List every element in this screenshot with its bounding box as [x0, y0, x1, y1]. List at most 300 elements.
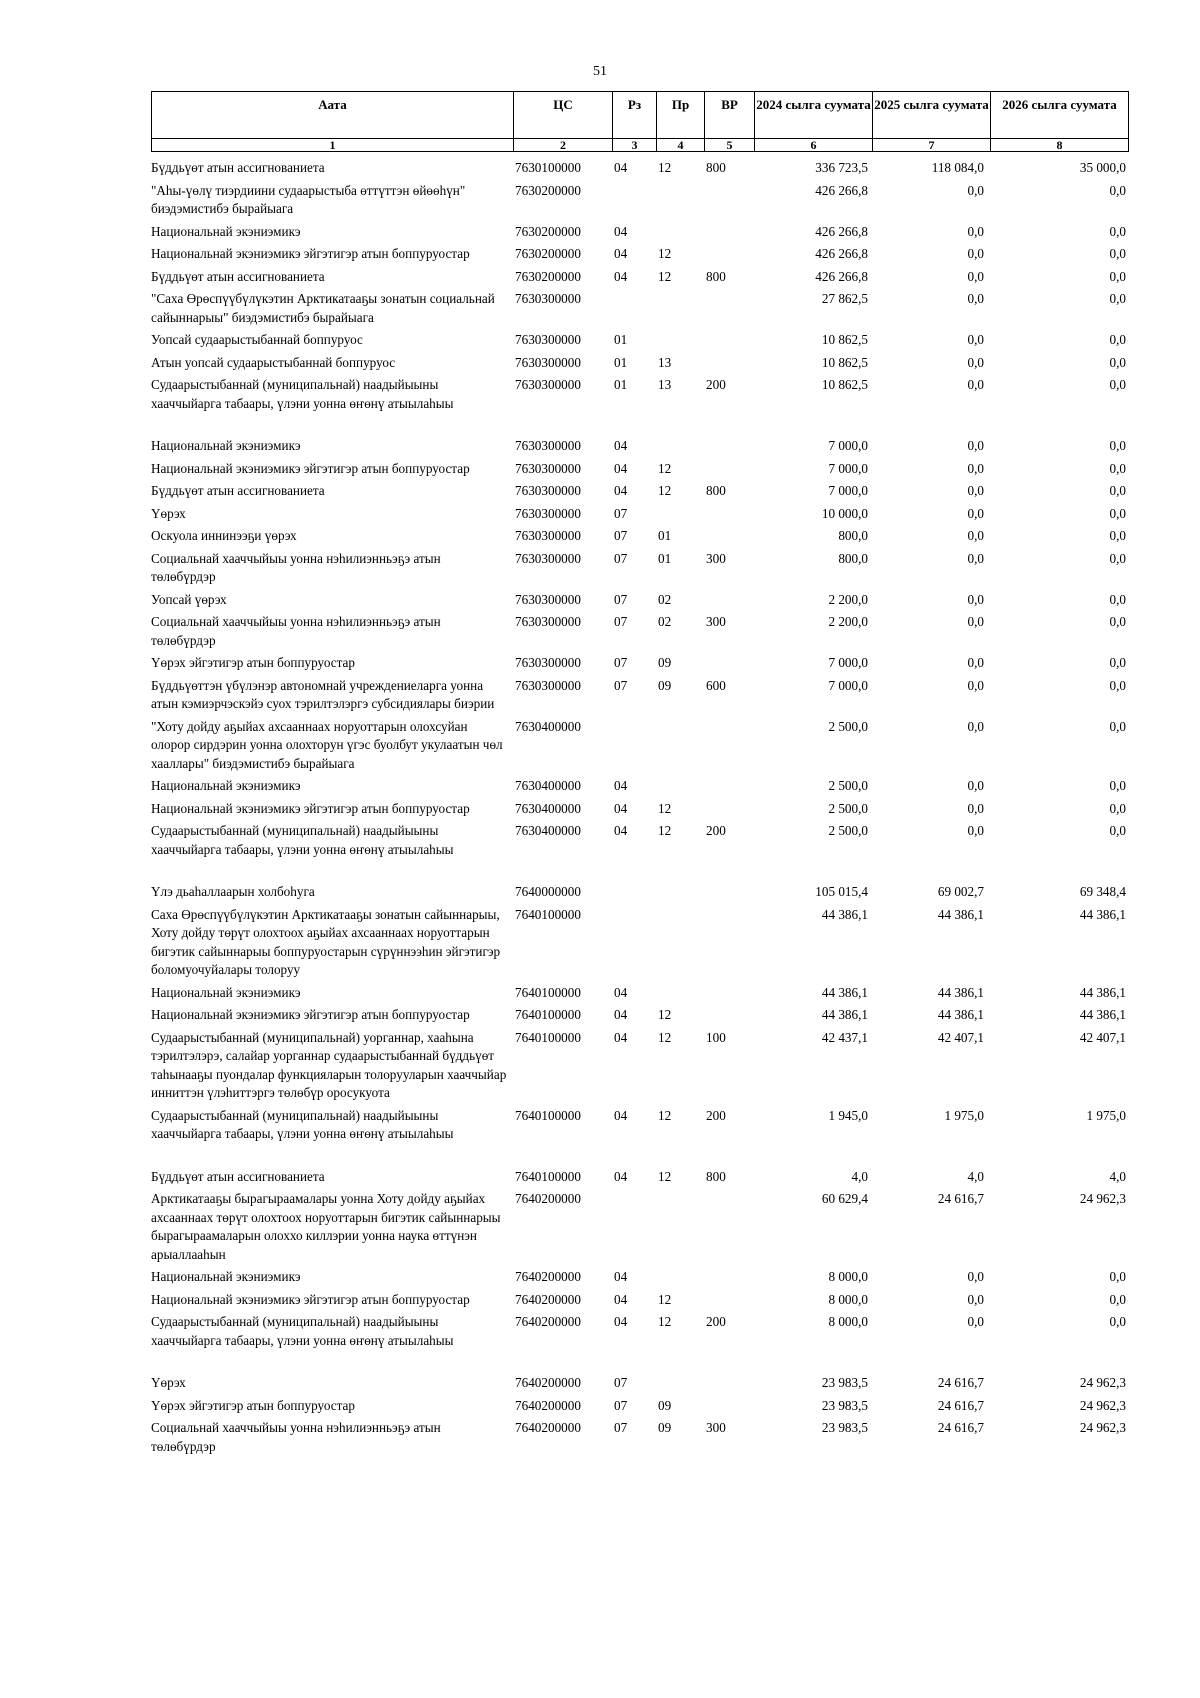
row-rz: 04 [614, 460, 628, 476]
row-2025: 0,0 [967, 718, 984, 734]
row-cs: 7630300000 [515, 332, 581, 347]
row-pr: 12 [658, 483, 672, 498]
table-row [151, 1107, 1128, 1168]
row-pr [656, 437, 704, 460]
row-name: Национальнай экэниэмикэ [151, 1269, 301, 1284]
row-vr: 200 [706, 1314, 726, 1329]
row-vr [704, 654, 754, 677]
row-2024: 27 862,5 [821, 291, 868, 306]
row-vr: 800 [706, 1168, 726, 1184]
row-name: Бүддьүөт атын ассигнованиета [151, 483, 325, 498]
row-2024: 10 862,5 [821, 332, 868, 347]
column-number-5: 5 [705, 139, 755, 152]
table-row [151, 268, 1128, 291]
table-row [151, 527, 1128, 550]
row-pr: 12 [658, 1168, 672, 1184]
row-2025: 0,0 [967, 460, 984, 476]
row-vr [704, 777, 754, 800]
row-cs: 7640200000 [515, 1375, 581, 1390]
row-name: Судаарыстыбаннай (муниципальнай) наадыйыыны хааччыйарга табаары, үлэни уонна өҥөнү атыылаһыы [151, 823, 454, 857]
row-cs: 7630400000 [515, 718, 581, 734]
table-row [151, 677, 1128, 718]
row-2025: 0,0 [967, 1314, 984, 1329]
row-cs: 7630300000 [515, 354, 581, 370]
row-2024: 44 386,1 [821, 984, 868, 1000]
row-pr: 12 [658, 1007, 672, 1022]
row-2024: 426 266,8 [815, 223, 868, 239]
row-vr [704, 245, 754, 268]
row-2026: 0,0 [1109, 655, 1126, 670]
row-rz: 04 [614, 483, 628, 498]
row-2026: 24 962,3 [1079, 1191, 1126, 1206]
row-name: Бүддьүөт атын ассигнованиета [151, 160, 325, 175]
row-2025: 0,0 [967, 614, 984, 629]
row-name: Национальнай экэниэмикэ [151, 438, 301, 453]
table-row [151, 354, 1128, 377]
row-rz: 07 [614, 1420, 628, 1435]
row-2026: 24 962,3 [1079, 1375, 1126, 1390]
row-2024: 7 000,0 [828, 460, 868, 476]
row-cs: 7630300000 [515, 460, 581, 476]
column-header-vr: ВР [705, 92, 755, 139]
row-vr: 300 [706, 614, 726, 629]
row-2024: 105 015,4 [815, 884, 868, 899]
row-rz: 04 [614, 1029, 628, 1045]
row-pr: 12 [658, 268, 672, 284]
table-row [151, 1397, 1128, 1420]
row-2025: 0,0 [967, 505, 984, 521]
row-2025: 0,0 [967, 377, 984, 392]
table-row [151, 245, 1128, 268]
row-2026: 0,0 [1109, 718, 1126, 734]
row-2025: 0,0 [967, 354, 984, 370]
row-2026: 0,0 [1109, 550, 1126, 566]
row-cs: 7640200000 [515, 1269, 581, 1284]
row-rz: 04 [614, 1007, 628, 1022]
row-rz: 07 [614, 614, 628, 629]
row-name: Үөрэх [151, 1375, 186, 1390]
row-pr [656, 223, 704, 246]
table-row [151, 822, 1128, 883]
row-name: Судаарыстыбаннай (муниципальнай) наадыйыыны хааччыйарга табаары, үлэни уонна өҥөнү атыылаһыы [151, 377, 454, 411]
row-cs: 7630300000 [515, 528, 581, 543]
row-name: "Аһы-үөлү тиэрдиини судаарыстыба өттүттэн өйөөһүн" биэдэмистибэ бырайыага [151, 182, 466, 216]
row-2024: 336 723,5 [815, 160, 868, 175]
row-rz: 04 [614, 984, 628, 1000]
row-2025: 0,0 [967, 483, 984, 498]
row-2026: 0,0 [1109, 483, 1126, 498]
row-2025: 0,0 [967, 438, 984, 453]
row-name: Саха Өрөспүүбүлүкэтин Арктикатааҕы зонатын сайыннарыы, Хоту дойду төрүт олохтоох аҕыйах ахсааннаах норуоттарын бигэтик сайыннарыы боппуруостарын сүрүннээһин эйгэтигэр боломуочуйалары толоруу [151, 906, 501, 977]
table-row [151, 1190, 1128, 1268]
row-cs: 7640000000 [515, 884, 581, 899]
row-cs: 7630400000 [515, 800, 581, 816]
row-pr [656, 777, 704, 800]
row-2024: 4,0 [851, 1168, 868, 1184]
row-name: Социальнай хааччыйыы уонна нэһилиэнньэҕэ атын төлөбүрдэр [151, 614, 441, 648]
row-2026: 0,0 [1109, 505, 1126, 521]
row-2024: 7 000,0 [828, 677, 868, 693]
row-rz: 07 [614, 655, 628, 670]
row-vr [704, 223, 754, 246]
column-header-cs: ЦС [514, 92, 613, 139]
table-row [151, 613, 1128, 654]
row-pr [656, 906, 704, 984]
row-vr [704, 800, 754, 823]
row-2024: 426 266,8 [815, 246, 868, 261]
page-number: 51 [593, 64, 607, 79]
row-vr [704, 1268, 754, 1291]
table-row [151, 1374, 1128, 1397]
row-rz: 04 [614, 160, 628, 175]
row-2025: 24 616,7 [937, 1420, 984, 1435]
row-2026: 0,0 [1109, 1314, 1126, 1329]
row-2024: 8 000,0 [828, 1269, 868, 1284]
row-2024: 2 500,0 [828, 823, 868, 838]
table-row [151, 883, 1128, 906]
row-name: Уопсай үөрэх [151, 591, 227, 607]
row-vr: 300 [706, 550, 726, 566]
row-name: Бүддьүөттэн үбүлэнэр автономнай учреждениеларга уонна атын кэмиэрчэскэйэ суох тэрилтэлэргэ субсидиялары биэрии [151, 677, 495, 711]
row-2025: 0,0 [967, 332, 984, 347]
row-cs: 7640100000 [515, 1107, 581, 1123]
row-2026: 1 975,0 [1086, 1107, 1126, 1123]
row-2026: 35 000,0 [1079, 160, 1126, 175]
row-2025: 118 084,0 [931, 160, 984, 175]
row-cs: 7630300000 [515, 377, 581, 392]
row-name: "Саха Өрөспүүбүлүкэтин Арктикатааҕы зонатын социальнай сайыннарыы" биэдэмистибэ бырайыага [151, 291, 495, 325]
table-row [151, 1419, 1128, 1460]
row-rz: 07 [614, 677, 628, 693]
row-name: Национальнай экэниэмикэ [151, 984, 301, 1000]
row-vr: 100 [706, 1029, 726, 1045]
row-vr [704, 505, 754, 528]
table-row [151, 460, 1128, 483]
row-pr: 12 [658, 246, 672, 261]
row-rz: 07 [614, 1397, 628, 1413]
table-row [151, 290, 1128, 331]
row-2024: 2 200,0 [828, 614, 868, 629]
row-pr: 12 [658, 823, 672, 838]
row-2026: 24 962,3 [1079, 1397, 1126, 1413]
row-pr [656, 505, 704, 528]
row-2025: 4,0 [967, 1168, 984, 1184]
row-name: Бүддьүөт атын ассигнованиета [151, 268, 325, 284]
row-2025: 24 616,7 [937, 1191, 984, 1206]
row-cs: 7640100000 [515, 1007, 581, 1022]
row-vr: 200 [706, 823, 726, 838]
row-vr [704, 1190, 754, 1268]
row-2026: 0,0 [1109, 800, 1126, 816]
row-rz: 04 [614, 223, 628, 239]
row-pr: 09 [658, 1397, 672, 1413]
row-rz: 04 [614, 438, 628, 453]
column-number-8: 8 [991, 139, 1129, 152]
row-2026: 44 386,1 [1079, 1007, 1126, 1022]
row-vr [704, 1374, 754, 1397]
row-rz: 01 [614, 354, 628, 370]
row-2025: 69 002,7 [937, 884, 984, 899]
row-name: Национальнай экэниэмикэ эйгэтигэр атын боппуруостар [151, 1007, 470, 1022]
table-row [151, 182, 1128, 223]
row-2026: 44 386,1 [1079, 984, 1126, 1000]
row-pr: 09 [658, 677, 672, 693]
row-rz: 04 [614, 1168, 628, 1184]
row-cs: 7630400000 [515, 823, 581, 838]
row-rz: 04 [614, 1291, 628, 1307]
row-name: Социальнай хааччыйыы уонна нэһилиэнньэҕэ атын төлөбүрдэр [151, 550, 441, 584]
table-body [151, 159, 1128, 1460]
table-row [151, 1268, 1128, 1291]
row-2024: 44 386,1 [821, 1007, 868, 1022]
row-rz: 04 [614, 778, 628, 793]
row-2025: 44 386,1 [937, 1007, 984, 1022]
table-row [151, 505, 1128, 528]
row-pr [656, 331, 704, 354]
row-cs: 7630200000 [515, 246, 581, 261]
row-pr: 01 [658, 550, 672, 566]
row-name: "Хоту дойду аҕыйах ахсааннаах норуоттарын олохсуйан олорор сирдэрин уонна олохторун үгэс буолбут укулаатын чөл хааллары" биэдэмистибэ бырайыага [151, 718, 503, 771]
row-rz: 04 [614, 1314, 628, 1329]
row-pr: 01 [658, 528, 672, 543]
row-2024: 60 629,4 [821, 1191, 868, 1206]
column-number-6: 6 [755, 139, 873, 152]
row-name: Үөрэх эйгэтигэр атын боппуруостар [151, 655, 355, 670]
row-2026: 0,0 [1109, 1269, 1126, 1284]
row-rz: 04 [614, 1107, 628, 1123]
row-2026: 0,0 [1109, 677, 1126, 693]
table-row [151, 800, 1128, 823]
row-cs: 7630200000 [515, 182, 581, 198]
row-cs: 7630400000 [515, 778, 581, 793]
row-vr: 300 [706, 1420, 726, 1435]
row-pr [656, 1374, 704, 1397]
row-rz [612, 182, 656, 223]
table-row [151, 984, 1128, 1007]
row-2025: 24 616,7 [937, 1375, 984, 1390]
row-rz: 07 [614, 528, 628, 543]
row-2024: 800,0 [838, 528, 868, 543]
row-2026: 0,0 [1109, 291, 1126, 306]
row-cs: 7630300000 [515, 483, 581, 498]
row-2026: 0,0 [1109, 377, 1126, 392]
row-2026: 0,0 [1109, 182, 1126, 198]
row-2025: 0,0 [967, 528, 984, 543]
row-2025: 0,0 [967, 182, 984, 198]
row-2026: 0,0 [1109, 1291, 1126, 1307]
column-header-name: Аата [152, 92, 514, 139]
row-cs: 7630300000 [515, 438, 581, 453]
row-cs: 7640200000 [515, 1314, 581, 1329]
table-row [151, 777, 1128, 800]
row-pr: 02 [658, 614, 672, 629]
row-2024: 2 500,0 [828, 718, 868, 734]
row-pr: 12 [658, 160, 672, 175]
row-2025: 0,0 [967, 778, 984, 793]
row-pr [656, 1190, 704, 1268]
row-name: Национальнай экэниэмикэ эйгэтигэр атын боппуруостар [151, 800, 470, 816]
row-vr [704, 354, 754, 377]
row-vr [704, 718, 754, 778]
row-name: Судаарыстыбаннай (муниципальнай) наадыйыыны хааччыйарга табаары, үлэни уонна өҥөнү атыылаһыы [151, 1107, 454, 1141]
row-2026: 44 386,1 [1079, 906, 1126, 922]
row-rz [612, 906, 656, 984]
table-row [151, 437, 1128, 460]
row-pr: 12 [658, 1291, 672, 1307]
row-2026: 0,0 [1109, 223, 1126, 239]
row-rz: 07 [614, 550, 628, 566]
row-2024: 2 500,0 [828, 800, 868, 816]
row-2026: 0,0 [1109, 332, 1126, 347]
row-2025: 0,0 [967, 246, 984, 261]
row-cs: 7640200000 [515, 1191, 581, 1206]
row-pr [656, 290, 704, 331]
row-vr: 600 [706, 677, 726, 693]
row-name: Национальнай экэниэмикэ [151, 223, 301, 239]
row-cs: 7640200000 [515, 1291, 581, 1307]
row-cs: 7630300000 [515, 550, 581, 566]
row-cs: 7630200000 [515, 223, 581, 239]
row-vr [704, 1291, 754, 1314]
column-header-rz: Рз [613, 92, 657, 139]
row-cs: 7630300000 [515, 505, 581, 521]
row-2025: 0,0 [967, 655, 984, 670]
column-number-3: 3 [613, 139, 657, 152]
row-name: Социальнай хааччыйыы уонна нэһилиэнньэҕэ атын төлөбүрдэр [151, 1420, 441, 1454]
row-pr: 13 [658, 354, 672, 370]
row-cs: 7640200000 [515, 1397, 581, 1413]
table-row [151, 376, 1128, 437]
row-2024: 8 000,0 [828, 1291, 868, 1307]
row-2026: 4,0 [1109, 1168, 1126, 1184]
row-pr [656, 984, 704, 1007]
row-2026: 0,0 [1109, 246, 1126, 261]
row-2026: 0,0 [1109, 438, 1126, 453]
table-row [151, 331, 1128, 354]
row-2025: 0,0 [967, 223, 984, 239]
row-vr [704, 883, 754, 906]
row-name: Национальнай экэниэмикэ [151, 778, 301, 793]
row-2024: 23 983,5 [821, 1420, 868, 1435]
table-row [151, 1006, 1128, 1029]
row-2024: 426 266,8 [815, 182, 868, 198]
budget-table [151, 159, 1128, 1460]
row-2026: 24 962,3 [1079, 1420, 1126, 1435]
row-name: Национальнай экэниэмикэ эйгэтигэр атын боппуруостар [151, 460, 470, 476]
row-cs: 7640100000 [515, 1029, 581, 1045]
row-2025: 0,0 [967, 800, 984, 816]
table-row [151, 654, 1128, 677]
row-2025: 44 386,1 [937, 906, 984, 922]
row-name: Атын уопсай судаарыстыбаннай боппуруос [151, 354, 396, 370]
row-name: Уопсай судаарыстыбаннай боппуруос [151, 332, 363, 347]
row-vr [704, 906, 754, 984]
row-2026: 0,0 [1109, 614, 1126, 629]
row-vr [704, 182, 754, 223]
row-vr [704, 331, 754, 354]
row-vr [704, 290, 754, 331]
row-rz [612, 883, 656, 906]
row-2025: 24 616,7 [937, 1397, 984, 1413]
row-2024: 7 000,0 [828, 655, 868, 670]
column-number-7: 7 [873, 139, 991, 152]
row-rz [612, 718, 656, 778]
row-name: Бүддьүөт атын ассигнованиета [151, 1168, 325, 1184]
row-2024: 2 500,0 [828, 778, 868, 793]
table-row [151, 1168, 1128, 1191]
table-row [151, 550, 1128, 591]
table-row [151, 223, 1128, 246]
row-cs: 7630100000 [515, 160, 581, 175]
row-2025: 44 386,1 [937, 984, 984, 1000]
table-row [151, 1029, 1128, 1107]
row-rz: 04 [614, 823, 628, 838]
row-cs: 7640100000 [515, 1168, 581, 1184]
row-name: Судаарыстыбаннай (муниципальнай) наадыйыыны хааччыйарга табаары, үлэни уонна өҥөнү атыылаһыы [151, 1314, 454, 1348]
row-pr [656, 718, 704, 778]
row-vr [704, 1006, 754, 1029]
row-2025: 0,0 [967, 823, 984, 838]
row-2024: 10 862,5 [821, 354, 868, 370]
column-number-4: 4 [657, 139, 705, 152]
row-pr: 12 [658, 1107, 672, 1123]
row-2024: 23 983,5 [821, 1375, 868, 1390]
column-number-2: 2 [514, 139, 613, 152]
row-2026: 0,0 [1109, 591, 1126, 607]
row-cs: 7640200000 [515, 1420, 581, 1435]
row-cs: 7640100000 [515, 984, 581, 1000]
row-pr [656, 182, 704, 223]
row-2024: 8 000,0 [828, 1314, 868, 1329]
row-cs: 7630300000 [515, 655, 581, 670]
row-rz [612, 1190, 656, 1268]
row-name: Оскуола иннинээҕи үөрэх [151, 528, 297, 543]
row-rz: 01 [614, 377, 628, 392]
row-2025: 0,0 [967, 677, 984, 693]
row-2025: 0,0 [967, 291, 984, 306]
row-2026: 0,0 [1109, 354, 1126, 370]
row-2025: 1 975,0 [944, 1107, 984, 1123]
row-pr: 12 [658, 1314, 672, 1329]
row-2024: 10 000,0 [821, 505, 868, 521]
row-rz: 07 [614, 591, 628, 607]
row-2025: 0,0 [967, 591, 984, 607]
row-name: Арктикатааҕы бырагыраамалары уонна Хоту дойду аҕыйах ахсааннаах төрүт олохтоох норуоттарын бигэтик сайыннарыы бырагыраамаларын олоххо киллэрии уонна наука өттүнэн арыаллааһын [151, 1191, 501, 1262]
row-vr: 800 [706, 160, 726, 175]
row-rz [612, 290, 656, 331]
row-pr: 09 [658, 1420, 672, 1435]
row-2026: 0,0 [1109, 460, 1126, 476]
row-cs: 7630200000 [515, 268, 581, 284]
row-pr: 12 [658, 800, 672, 816]
row-2024: 7 000,0 [828, 483, 868, 498]
row-vr [704, 437, 754, 460]
row-2024: 10 862,5 [821, 377, 868, 392]
row-rz: 04 [614, 1269, 628, 1284]
row-vr: 200 [706, 377, 726, 392]
row-2026: 42 407,1 [1079, 1029, 1126, 1045]
table-row [151, 906, 1128, 984]
row-pr: 12 [658, 460, 672, 476]
row-2024: 42 437,1 [821, 1029, 868, 1045]
row-2024: 1 945,0 [828, 1107, 868, 1123]
row-name: Үөрэх эйгэтигэр атын боппуруостар [151, 1397, 355, 1413]
row-2024: 426 266,8 [815, 268, 868, 284]
column-header-2025: 2025 сылга суумата [873, 92, 991, 139]
table-row [151, 591, 1128, 614]
row-pr: 09 [658, 655, 672, 670]
row-rz: 01 [614, 332, 628, 347]
